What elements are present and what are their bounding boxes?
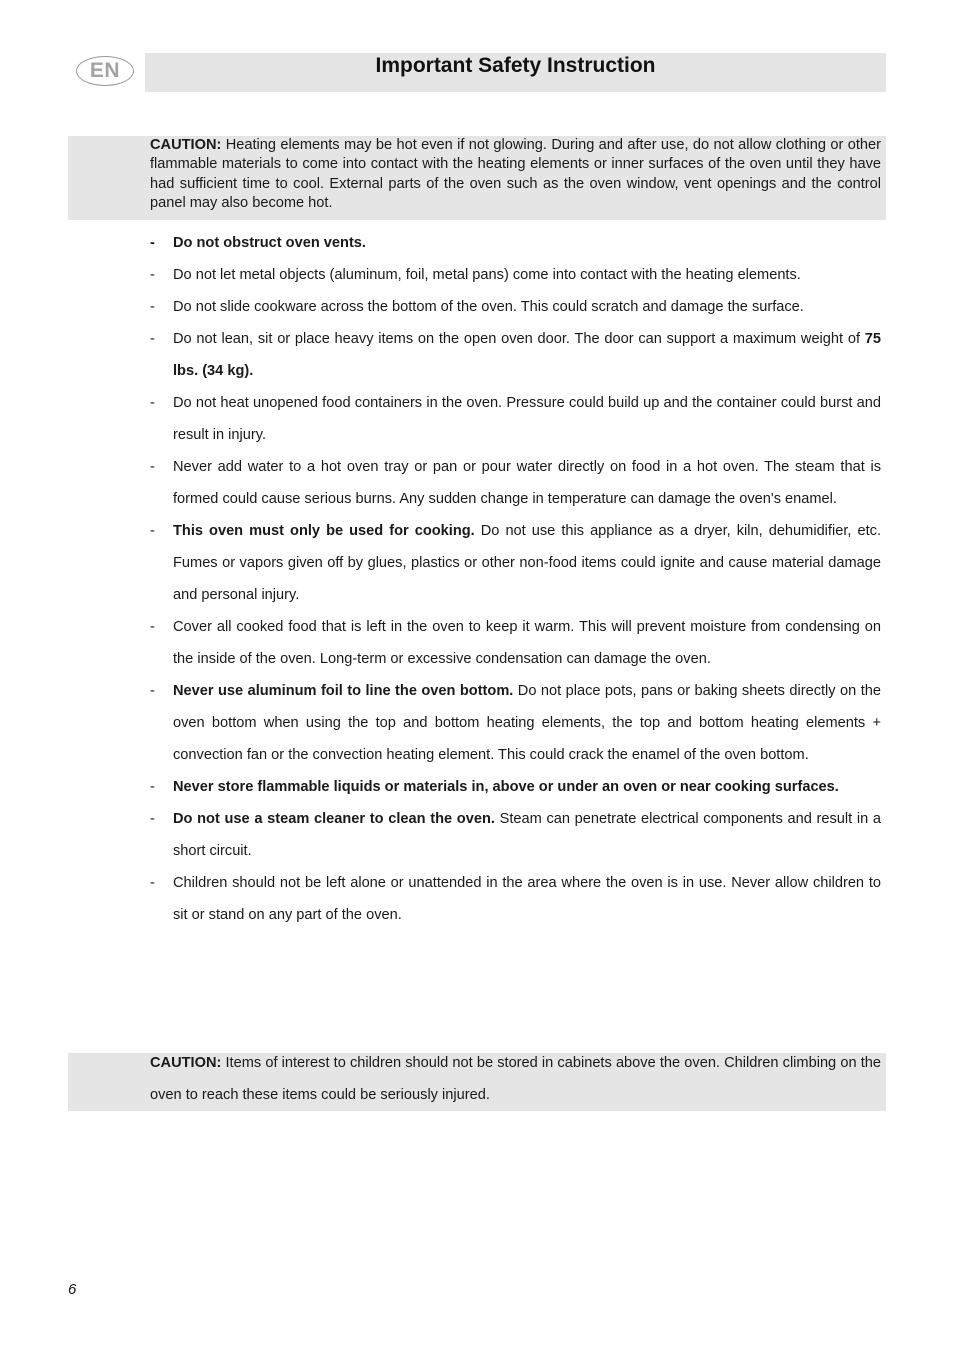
list-dash: -	[150, 395, 155, 411]
list-dash: -	[150, 875, 155, 891]
list-dash: -	[150, 267, 155, 283]
list-item	[150, 291, 881, 323]
list-item-bold: Do not use a steam cleaner to clean the oven.	[173, 811, 495, 827]
list-dash: -	[150, 299, 155, 315]
caution-label: CAUTION:	[150, 1055, 222, 1071]
list-item-text: Cover all cooked food that is left in the oven to keep it warm. This will prevent moisture from condensing on the inside of the oven. Long-term or excessive condensation can damage the oven.	[173, 619, 881, 667]
list-item	[150, 867, 881, 931]
list-dash: -	[150, 523, 155, 539]
list-dash: -	[150, 619, 155, 635]
caution-text-bottom	[150, 1047, 881, 1111]
safety-list	[150, 227, 881, 931]
list-item	[150, 323, 881, 387]
caution-label: CAUTION:	[150, 137, 222, 153]
list-item-text: Do not slide cookware across the bottom of the oven. This could scratch and damage the surface.	[173, 299, 804, 315]
list-item	[150, 771, 881, 803]
list-dash: -	[150, 331, 155, 347]
list-item	[150, 803, 881, 867]
list-dash: -	[150, 779, 155, 795]
list-item-text: Steam can penetrate electrical components and result in a short circuit.	[173, 811, 882, 859]
title-bar	[145, 53, 886, 92]
list-dash: -	[150, 811, 155, 827]
language-badge: EN	[76, 56, 134, 86]
list-item-bold: 75 lbs. (34 kg).	[173, 331, 881, 379]
list-item-text: Children should not be left alone or unattended in the area where the oven is in use. Never allow children to sit or stand on any part of the oven.	[173, 875, 881, 923]
list-item-text: Do not lean, sit or place heavy items on the open oven door. The door can support a maximum weight of	[173, 331, 865, 347]
list-item-text: Do not heat unopened food containers in the oven. Pressure could build up and the container could burst and result in injury.	[173, 395, 881, 443]
page-title: Important Safety Instruction	[375, 54, 656, 77]
list-item-bold: This oven must only be used for cooking.	[173, 523, 475, 539]
list-dash: -	[150, 683, 155, 699]
caution-box-bottom	[68, 1053, 886, 1111]
page-number: 6	[68, 1281, 77, 1298]
list-item-text: Do not place pots, pans or baking sheets directly on the oven bottom when using the top and bottom heating elements, the top and bottom heating elements + convection fan or the convection heating element. This could crack the enamel of the oven bottom.	[173, 683, 881, 763]
list-item-bold: Do not obstruct oven vents.	[173, 235, 366, 251]
list-item	[150, 387, 881, 451]
list-dash: -	[150, 235, 155, 251]
caution-body: Items of interest to children should not be stored in cabinets above the oven. Children climbing on the oven to reach these items could be seriously injured.	[150, 1055, 881, 1103]
list-item	[150, 227, 881, 259]
caution-body: Heating elements may be hot even if not glowing. During and after use, do not allow clothing or other flammable materials to come into contact with the heating elements or inner surfaces of the oven until they have had sufficient time to cool. External parts of the oven such as the oven window, vent openings and the control panel may also become hot.	[150, 137, 881, 212]
list-item	[150, 259, 881, 291]
list-item	[150, 451, 881, 515]
list-dash: -	[150, 459, 155, 475]
list-item	[150, 515, 881, 611]
list-item-bold: Never use aluminum foil to line the oven bottom.	[173, 683, 514, 699]
list-item-text: Do not let metal objects (aluminum, foil, metal pans) come into contact with the heating elements.	[173, 267, 801, 283]
caution-box-top	[68, 136, 886, 220]
list-item	[150, 611, 881, 675]
list-item-text: Never add water to a hot oven tray or pan or pour water directly on food in a hot oven. The steam that is formed could cause serious burns. Any sudden change in temperature can damage the oven's enamel.	[173, 459, 881, 507]
list-item	[150, 675, 881, 771]
list-item-bold: Never store flammable liquids or materials in, above or under an oven or near cooking surfaces.	[173, 779, 839, 795]
caution-text-top	[150, 136, 881, 214]
list-item-text: Do not use this appliance as a dryer, kiln, dehumidifier, etc. Fumes or vapors given off by glues, plastics or other non-food items could ignite and cause material damage and personal injury.	[173, 523, 882, 603]
